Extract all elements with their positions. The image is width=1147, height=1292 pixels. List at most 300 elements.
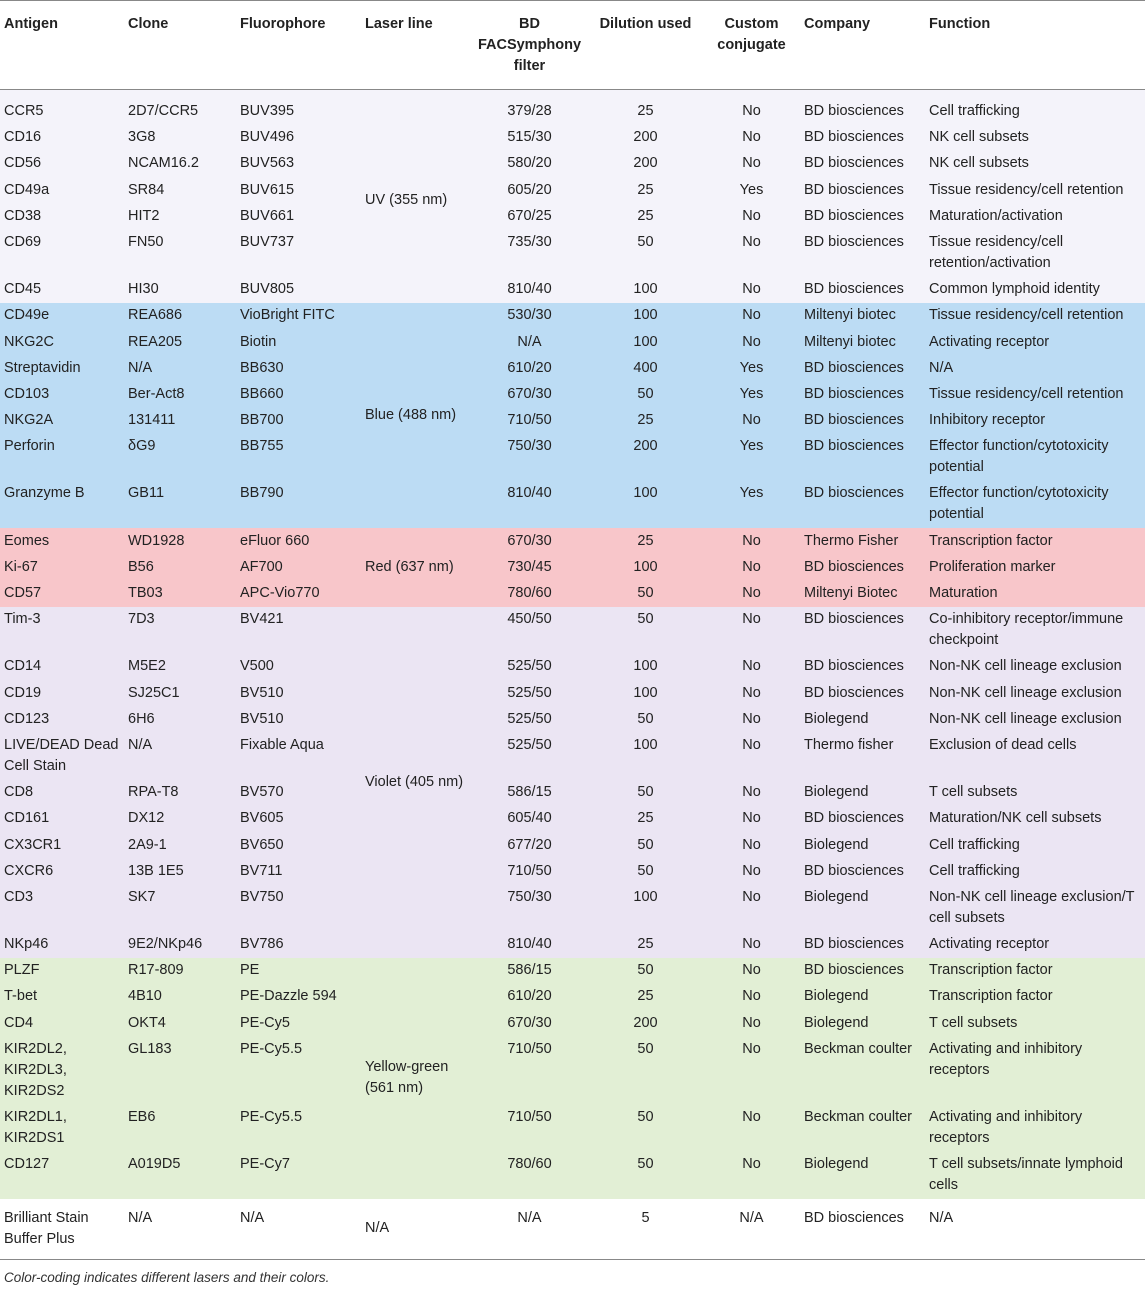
table-row bbox=[0, 434, 1145, 481]
cell-fluorophore: BV605 bbox=[236, 806, 361, 832]
cell-custom-conjugate: No bbox=[703, 303, 800, 329]
cell-custom-conjugate: No bbox=[703, 958, 800, 984]
cell-fluorophore: BUV737 bbox=[236, 229, 361, 276]
cell-custom-conjugate: No bbox=[703, 858, 800, 884]
cell-filter: 670/30 bbox=[471, 1010, 588, 1036]
table-footnote: Color-coding indicates different lasers and their colors. bbox=[4, 1269, 330, 1285]
table-row bbox=[0, 931, 1145, 957]
cell-clone: WD1928 bbox=[124, 528, 236, 554]
cell-fluorophore: BUV563 bbox=[236, 151, 361, 177]
cell-filter: 586/15 bbox=[471, 958, 588, 984]
cell-antigen: CD14 bbox=[0, 654, 124, 680]
cell-fluorophore: BUV496 bbox=[236, 125, 361, 151]
cell-fluorophore: BUV805 bbox=[236, 277, 361, 303]
cell-fluorophore: V500 bbox=[236, 654, 361, 680]
cell-antigen: CD8 bbox=[0, 780, 124, 806]
cell-antigen: Streptavidin bbox=[0, 355, 124, 381]
cell-function: T cell subsets bbox=[925, 780, 1145, 806]
cell-company: Biolegend bbox=[800, 1152, 925, 1199]
cell-fluorophore: AF700 bbox=[236, 554, 361, 580]
table-row bbox=[0, 177, 1145, 203]
cell-function: Proliferation marker bbox=[925, 554, 1145, 580]
cell-dilution: 50 bbox=[588, 958, 703, 984]
cell-clone: 2D7/CCR5 bbox=[124, 90, 236, 125]
cell-filter: 610/20 bbox=[471, 355, 588, 381]
cell-company: BD biosciences bbox=[800, 407, 925, 433]
cell-clone: RPA-T8 bbox=[124, 780, 236, 806]
cell-function: Cell trafficking bbox=[925, 858, 1145, 884]
cell-function: Non-NK cell lineage exclusion bbox=[925, 654, 1145, 680]
header-company: Company bbox=[800, 1, 925, 90]
cell-fluorophore: BB660 bbox=[236, 381, 361, 407]
cell-clone: OKT4 bbox=[124, 1010, 236, 1036]
cell-clone: EB6 bbox=[124, 1104, 236, 1151]
table-row bbox=[0, 90, 1145, 125]
cell-clone: A019D5 bbox=[124, 1152, 236, 1199]
cell-clone: GB11 bbox=[124, 481, 236, 528]
cell-function: T cell subsets bbox=[925, 1010, 1145, 1036]
table-row bbox=[0, 607, 1145, 654]
cell-custom-conjugate: No bbox=[703, 580, 800, 606]
cell-antigen: CD3 bbox=[0, 884, 124, 931]
table-row bbox=[0, 381, 1145, 407]
cell-clone: 6H6 bbox=[124, 706, 236, 732]
cell-function: N/A bbox=[925, 355, 1145, 381]
cell-antigen: CD49e bbox=[0, 303, 124, 329]
cell-antigen: CD38 bbox=[0, 203, 124, 229]
cell-filter: 525/50 bbox=[471, 706, 588, 732]
cell-fluorophore: PE-Dazzle 594 bbox=[236, 984, 361, 1010]
cell-clone: TB03 bbox=[124, 580, 236, 606]
cell-antigen: CXCR6 bbox=[0, 858, 124, 884]
table-row bbox=[0, 407, 1145, 433]
cell-company: BD biosciences bbox=[800, 434, 925, 481]
cell-dilution: 100 bbox=[588, 481, 703, 528]
cell-filter: 710/50 bbox=[471, 407, 588, 433]
cell-function: Transcription factor bbox=[925, 984, 1145, 1010]
cell-clone: δG9 bbox=[124, 434, 236, 481]
cell-dilution: 100 bbox=[588, 884, 703, 931]
cell-company: Thermo fisher bbox=[800, 732, 925, 779]
cell-filter: 735/30 bbox=[471, 229, 588, 276]
cell-fluorophore: BB700 bbox=[236, 407, 361, 433]
cell-fluorophore: PE-Cy7 bbox=[236, 1152, 361, 1199]
cell-dilution: 50 bbox=[588, 832, 703, 858]
cell-company: BD biosciences bbox=[800, 958, 925, 984]
cell-clone: Ber-Act8 bbox=[124, 381, 236, 407]
cell-dilution: 50 bbox=[588, 229, 703, 276]
cell-company: Beckman coulter bbox=[800, 1036, 925, 1104]
cell-laser-line: Blue (488 nm) bbox=[361, 303, 471, 528]
cell-custom-conjugate: No bbox=[703, 528, 800, 554]
cell-antigen: Granzyme B bbox=[0, 481, 124, 528]
cell-filter: 670/25 bbox=[471, 203, 588, 229]
cell-clone: N/A bbox=[124, 1199, 236, 1260]
cell-antigen: PLZF bbox=[0, 958, 124, 984]
cell-function: Inhibitory receptor bbox=[925, 407, 1145, 433]
cell-clone: SJ25C1 bbox=[124, 680, 236, 706]
cell-custom-conjugate: No bbox=[703, 780, 800, 806]
table-row bbox=[0, 1152, 1145, 1199]
cell-clone: HI30 bbox=[124, 277, 236, 303]
cell-custom-conjugate: No bbox=[703, 329, 800, 355]
cell-function: Tissue residency/cell retention bbox=[925, 381, 1145, 407]
cell-dilution: 100 bbox=[588, 732, 703, 779]
cell-filter: 670/30 bbox=[471, 381, 588, 407]
cell-function: Maturation bbox=[925, 580, 1145, 606]
cell-company: BD biosciences bbox=[800, 931, 925, 957]
cell-company: Miltenyi biotec bbox=[800, 303, 925, 329]
table-row bbox=[0, 151, 1145, 177]
cell-antigen: T-bet bbox=[0, 984, 124, 1010]
cell-function: NK cell subsets bbox=[925, 125, 1145, 151]
table-row bbox=[0, 355, 1145, 381]
cell-filter: 780/60 bbox=[471, 580, 588, 606]
cell-clone: R17-809 bbox=[124, 958, 236, 984]
cell-custom-conjugate: Yes bbox=[703, 481, 800, 528]
table-row bbox=[0, 580, 1145, 606]
table-row bbox=[0, 806, 1145, 832]
cell-company: BD biosciences bbox=[800, 203, 925, 229]
cell-custom-conjugate: No bbox=[703, 884, 800, 931]
cell-fluorophore: BB630 bbox=[236, 355, 361, 381]
cell-antigen: CD161 bbox=[0, 806, 124, 832]
cell-custom-conjugate: No bbox=[703, 931, 800, 957]
cell-antigen: LIVE/DEAD Dead Cell Stain bbox=[0, 732, 124, 779]
cell-dilution: 400 bbox=[588, 355, 703, 381]
cell-filter: 580/20 bbox=[471, 151, 588, 177]
cell-fluorophore: VioBright FITC bbox=[236, 303, 361, 329]
cell-dilution: 200 bbox=[588, 125, 703, 151]
cell-company: BD biosciences bbox=[800, 806, 925, 832]
table-row bbox=[0, 832, 1145, 858]
table-row bbox=[0, 229, 1145, 276]
cell-company: BD biosciences bbox=[800, 125, 925, 151]
cell-filter: 525/50 bbox=[471, 732, 588, 779]
cell-dilution: 50 bbox=[588, 858, 703, 884]
table-row bbox=[0, 706, 1145, 732]
cell-filter: N/A bbox=[471, 329, 588, 355]
table-row bbox=[0, 329, 1145, 355]
cell-custom-conjugate: No bbox=[703, 554, 800, 580]
cell-function: Tissue residency/cell retention/activation bbox=[925, 229, 1145, 276]
cell-function: Non-NK cell lineage exclusion bbox=[925, 680, 1145, 706]
header-antigen: Antigen bbox=[0, 1, 124, 90]
cell-company: BD biosciences bbox=[800, 481, 925, 528]
cell-filter: N/A bbox=[471, 1199, 588, 1260]
cell-antigen: CD69 bbox=[0, 229, 124, 276]
cell-function: Tissue residency/cell retention bbox=[925, 177, 1145, 203]
table-body bbox=[0, 90, 1145, 1260]
cell-company: Biolegend bbox=[800, 984, 925, 1010]
cell-clone: 7D3 bbox=[124, 607, 236, 654]
cell-filter: 525/50 bbox=[471, 654, 588, 680]
cell-fluorophore: BV421 bbox=[236, 607, 361, 654]
cell-company: Biolegend bbox=[800, 1010, 925, 1036]
cell-custom-conjugate: No bbox=[703, 1152, 800, 1199]
cell-antigen: CX3CR1 bbox=[0, 832, 124, 858]
cell-fluorophore: APC-Vio770 bbox=[236, 580, 361, 606]
cell-dilution: 100 bbox=[588, 680, 703, 706]
cell-fluorophore: eFluor 660 bbox=[236, 528, 361, 554]
cell-company: BD biosciences bbox=[800, 554, 925, 580]
cell-dilution: 50 bbox=[588, 1104, 703, 1151]
table-row bbox=[0, 884, 1145, 931]
cell-dilution: 200 bbox=[588, 434, 703, 481]
cell-fluorophore: PE bbox=[236, 958, 361, 984]
cell-antigen: NKp46 bbox=[0, 931, 124, 957]
cell-custom-conjugate: No bbox=[703, 607, 800, 654]
cell-fluorophore: BV750 bbox=[236, 884, 361, 931]
cell-company: BD biosciences bbox=[800, 858, 925, 884]
table-row bbox=[0, 528, 1145, 554]
cell-fluorophore: BV570 bbox=[236, 780, 361, 806]
cell-clone: 4B10 bbox=[124, 984, 236, 1010]
cell-company: BD biosciences bbox=[800, 90, 925, 125]
cell-antigen: CD19 bbox=[0, 680, 124, 706]
cell-laser-line: UV (355 nm) bbox=[361, 90, 471, 303]
table-row bbox=[0, 203, 1145, 229]
cell-antigen: CD49a bbox=[0, 177, 124, 203]
table-row bbox=[0, 654, 1145, 680]
header-filter: BD FACSymphony filter bbox=[471, 1, 588, 90]
cell-fluorophore: PE-Cy5.5 bbox=[236, 1036, 361, 1104]
cell-company: Miltenyi biotec bbox=[800, 329, 925, 355]
cell-fluorophore: N/A bbox=[236, 1199, 361, 1260]
cell-dilution: 50 bbox=[588, 580, 703, 606]
cell-company: BD biosciences bbox=[800, 229, 925, 276]
cell-antigen: Ki-67 bbox=[0, 554, 124, 580]
cell-filter: 515/30 bbox=[471, 125, 588, 151]
header-fluorophore: Fluorophore bbox=[236, 1, 361, 90]
cell-company: Beckman coulter bbox=[800, 1104, 925, 1151]
cell-function: Cell trafficking bbox=[925, 90, 1145, 125]
cell-antigen: Brilliant Stain Buffer Plus bbox=[0, 1199, 124, 1260]
cell-fluorophore: BUV395 bbox=[236, 90, 361, 125]
cell-function: Exclusion of dead cells bbox=[925, 732, 1145, 779]
cell-custom-conjugate: Yes bbox=[703, 434, 800, 481]
cell-clone: SR84 bbox=[124, 177, 236, 203]
cell-company: BD biosciences bbox=[800, 177, 925, 203]
cell-custom-conjugate: No bbox=[703, 806, 800, 832]
cell-custom-conjugate: No bbox=[703, 654, 800, 680]
cell-company: BD biosciences bbox=[800, 680, 925, 706]
cell-dilution: 50 bbox=[588, 780, 703, 806]
cell-clone: M5E2 bbox=[124, 654, 236, 680]
cell-custom-conjugate: No bbox=[703, 229, 800, 276]
cell-clone: FN50 bbox=[124, 229, 236, 276]
cell-clone: GL183 bbox=[124, 1036, 236, 1104]
cell-dilution: 200 bbox=[588, 1010, 703, 1036]
cell-clone: N/A bbox=[124, 732, 236, 779]
cell-antigen: NKG2A bbox=[0, 407, 124, 433]
table-row bbox=[0, 303, 1145, 329]
cell-antigen: CD123 bbox=[0, 706, 124, 732]
cell-fluorophore: BUV661 bbox=[236, 203, 361, 229]
cell-company: BD biosciences bbox=[800, 381, 925, 407]
cell-dilution: 5 bbox=[588, 1199, 703, 1260]
cell-filter: 670/30 bbox=[471, 528, 588, 554]
cell-fluorophore: BV510 bbox=[236, 706, 361, 732]
cell-fluorophore: PE-Cy5.5 bbox=[236, 1104, 361, 1151]
cell-clone: N/A bbox=[124, 355, 236, 381]
cell-filter: 780/60 bbox=[471, 1152, 588, 1199]
cell-company: Biolegend bbox=[800, 884, 925, 931]
cell-fluorophore: Fixable Aqua bbox=[236, 732, 361, 779]
cell-antigen: CD127 bbox=[0, 1152, 124, 1199]
cell-function: Transcription factor bbox=[925, 528, 1145, 554]
table-row bbox=[0, 1036, 1145, 1104]
cell-dilution: 100 bbox=[588, 554, 703, 580]
cell-filter: 610/20 bbox=[471, 984, 588, 1010]
table-row bbox=[0, 984, 1145, 1010]
cell-custom-conjugate: No bbox=[703, 1010, 800, 1036]
cell-clone: 9E2/NKp46 bbox=[124, 931, 236, 957]
cell-function: Common lymphoid identity bbox=[925, 277, 1145, 303]
cell-clone: SK7 bbox=[124, 884, 236, 931]
cell-company: BD biosciences bbox=[800, 654, 925, 680]
cell-clone: DX12 bbox=[124, 806, 236, 832]
cell-fluorophore: BV711 bbox=[236, 858, 361, 884]
cell-company: BD biosciences bbox=[800, 1199, 925, 1260]
table-row bbox=[0, 958, 1145, 984]
cell-custom-conjugate: No bbox=[703, 151, 800, 177]
cell-antigen: KIR2DL1, KIR2DS1 bbox=[0, 1104, 124, 1151]
table-row bbox=[0, 1010, 1145, 1036]
cell-clone: REA205 bbox=[124, 329, 236, 355]
cell-filter: 810/40 bbox=[471, 277, 588, 303]
cell-fluorophore: BB790 bbox=[236, 481, 361, 528]
cell-filter: 530/30 bbox=[471, 303, 588, 329]
cell-dilution: 100 bbox=[588, 329, 703, 355]
cell-company: Thermo Fisher bbox=[800, 528, 925, 554]
table-header bbox=[0, 1, 1145, 90]
cell-fluorophore: BV510 bbox=[236, 680, 361, 706]
cell-filter: 605/40 bbox=[471, 806, 588, 832]
cell-function: Effector function/cytotoxicity potential bbox=[925, 481, 1145, 528]
cell-antigen: CD45 bbox=[0, 277, 124, 303]
cell-antigen: CD16 bbox=[0, 125, 124, 151]
cell-company: BD biosciences bbox=[800, 355, 925, 381]
cell-custom-conjugate: No bbox=[703, 832, 800, 858]
cell-dilution: 50 bbox=[588, 706, 703, 732]
cell-fluorophore: PE-Cy5 bbox=[236, 1010, 361, 1036]
cell-dilution: 25 bbox=[588, 806, 703, 832]
cell-function: N/A bbox=[925, 1199, 1145, 1260]
cell-function: Maturation/NK cell subsets bbox=[925, 806, 1145, 832]
cell-clone: 3G8 bbox=[124, 125, 236, 151]
cell-laser-line: N/A bbox=[361, 1199, 471, 1260]
cell-custom-conjugate: No bbox=[703, 732, 800, 779]
cell-dilution: 25 bbox=[588, 528, 703, 554]
cell-antigen: Perforin bbox=[0, 434, 124, 481]
cell-antigen: NKG2C bbox=[0, 329, 124, 355]
cell-company: BD biosciences bbox=[800, 151, 925, 177]
cell-custom-conjugate: No bbox=[703, 680, 800, 706]
header-dilution: Dilution used bbox=[588, 1, 703, 90]
cell-antigen: CD57 bbox=[0, 580, 124, 606]
cell-custom-conjugate: No bbox=[703, 407, 800, 433]
cell-fluorophore: BV650 bbox=[236, 832, 361, 858]
header-clone: Clone bbox=[124, 1, 236, 90]
cell-function: Cell trafficking bbox=[925, 832, 1145, 858]
cell-filter: 379/28 bbox=[471, 90, 588, 125]
table-row bbox=[0, 780, 1145, 806]
cell-fluorophore: BV786 bbox=[236, 931, 361, 957]
cell-dilution: 50 bbox=[588, 1036, 703, 1104]
cell-custom-conjugate: No bbox=[703, 706, 800, 732]
cell-filter: 710/50 bbox=[471, 858, 588, 884]
cell-function: Transcription factor bbox=[925, 958, 1145, 984]
cell-clone: NCAM16.2 bbox=[124, 151, 236, 177]
cell-dilution: 100 bbox=[588, 654, 703, 680]
cell-dilution: 25 bbox=[588, 90, 703, 125]
cell-antigen: CD4 bbox=[0, 1010, 124, 1036]
cell-clone: HIT2 bbox=[124, 203, 236, 229]
cell-function: Co-inhibitory receptor/immune checkpoint bbox=[925, 607, 1145, 654]
cell-custom-conjugate: Yes bbox=[703, 177, 800, 203]
cell-company: BD biosciences bbox=[800, 607, 925, 654]
header-custom-conjugate: Custom conjugate bbox=[703, 1, 800, 90]
cell-function: Activating and inhibitory receptors bbox=[925, 1036, 1145, 1104]
cell-custom-conjugate: No bbox=[703, 1104, 800, 1151]
cell-custom-conjugate: Yes bbox=[703, 381, 800, 407]
cell-clone: 2A9-1 bbox=[124, 832, 236, 858]
cell-filter: 730/45 bbox=[471, 554, 588, 580]
cell-custom-conjugate: No bbox=[703, 984, 800, 1010]
header-laser-line: Laser line bbox=[361, 1, 471, 90]
cell-filter: 710/50 bbox=[471, 1104, 588, 1151]
cell-company: Biolegend bbox=[800, 706, 925, 732]
cell-filter: 450/50 bbox=[471, 607, 588, 654]
cell-clone: REA686 bbox=[124, 303, 236, 329]
cell-fluorophore: BB755 bbox=[236, 434, 361, 481]
cell-function: Activating receptor bbox=[925, 931, 1145, 957]
cell-antigen: Eomes bbox=[0, 528, 124, 554]
table-row bbox=[0, 858, 1145, 884]
cell-custom-conjugate: No bbox=[703, 90, 800, 125]
cell-filter: 586/15 bbox=[471, 780, 588, 806]
cell-filter: 810/40 bbox=[471, 481, 588, 528]
cell-dilution: 200 bbox=[588, 151, 703, 177]
cell-filter: 710/50 bbox=[471, 1036, 588, 1104]
cell-dilution: 100 bbox=[588, 303, 703, 329]
table-row bbox=[0, 1104, 1145, 1151]
cell-dilution: 25 bbox=[588, 407, 703, 433]
cell-dilution: 25 bbox=[588, 177, 703, 203]
table-row bbox=[0, 277, 1145, 303]
cell-function: Tissue residency/cell retention bbox=[925, 303, 1145, 329]
header-row bbox=[0, 1, 1145, 90]
cell-filter: 525/50 bbox=[471, 680, 588, 706]
cell-antigen: CD103 bbox=[0, 381, 124, 407]
table-row bbox=[0, 125, 1145, 151]
cell-clone: 13B 1E5 bbox=[124, 858, 236, 884]
cell-company: Biolegend bbox=[800, 780, 925, 806]
cell-dilution: 100 bbox=[588, 277, 703, 303]
cell-dilution: 25 bbox=[588, 984, 703, 1010]
cell-function: Activating and inhibitory receptors bbox=[925, 1104, 1145, 1151]
cell-dilution: 25 bbox=[588, 931, 703, 957]
cell-function: Effector function/cytotoxicity potential bbox=[925, 434, 1145, 481]
cell-function: Maturation/activation bbox=[925, 203, 1145, 229]
cell-function: T cell subsets/innate lymphoid cells bbox=[925, 1152, 1145, 1199]
cell-custom-conjugate: No bbox=[703, 125, 800, 151]
table-row bbox=[0, 1199, 1145, 1260]
cell-antigen: CD56 bbox=[0, 151, 124, 177]
cell-filter: 677/20 bbox=[471, 832, 588, 858]
cell-company: Biolegend bbox=[800, 832, 925, 858]
